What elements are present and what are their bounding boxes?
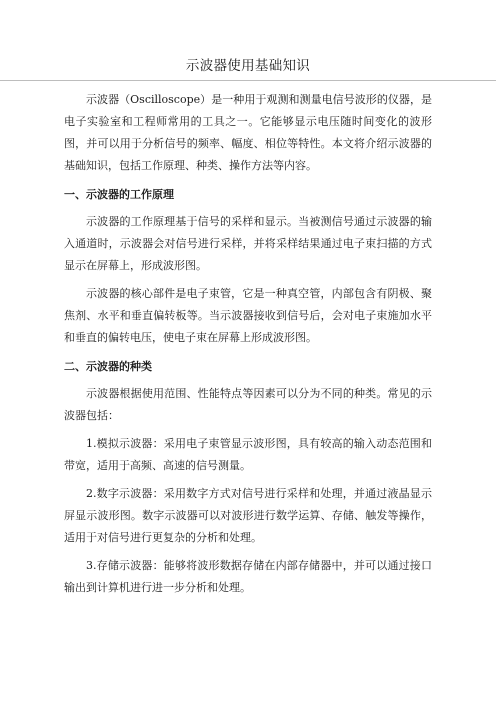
intro-paragraph: 示波器（Oscilloscope）是一种用于观测和测量电信号波形的仪器，是电子实验室和工程师常用的工具之一。它能够显示电压随时间变化的波形图，并可以用于分析信号的频率、幅度、相位等特性。本文将介绍示波器的基础知识，包括工作原理、种类、操作方法等内容。 (64, 93, 432, 172)
list-item-storage-oscilloscope: 3.存储示波器：能够将波形数据存储在内部存储器中，并可以通过接口输出到计算机进行进一步分析和处理。 (64, 559, 432, 594)
working-principle-paragraph-1: 示波器的工作原理基于信号的采样和显示。当被测信号通过示波器的输入通道时，示波器会对信号进行采样，并将采样结果通过电子束扫描的方式显示在屏幕上，形成波形图。 (64, 215, 432, 272)
working-principle-paragraph-2: 示波器的核心部件是电子束管，它是一种真空管，内部包含有阴极、聚焦剂、水平和垂直偏转板等。当示波器接收到信号后，会对电子束施加水平和垂直的偏转电压，使电子束在屏幕上形成波形图。 (64, 287, 432, 344)
section-heading-types: 二、示波器的种类 (64, 360, 152, 373)
list-item-analog-oscilloscope: 1.模拟示波器：采用电子束管显示波形图，具有较高的输入动态范围和带宽，适用于高频、高速的信号测量。 (64, 437, 432, 472)
types-paragraph: 示波器根据使用范围、性能特点等因素可以分为不同的种类。常见的示波器包括： (64, 387, 432, 422)
list-item-digital-oscilloscope: 2.数字示波器：采用数字方式对信号进行采样和处理，并通过液晶显示屏显示波形图。数字示波器可以对波形进行数学运算、存储、触发等操作，适用于对信号进行更复杂的分析和处理。 (64, 487, 432, 544)
document-title: 示波器使用基础知识 (0, 54, 496, 81)
section-heading-working-principle: 一、示波器的工作原理 (64, 188, 174, 201)
